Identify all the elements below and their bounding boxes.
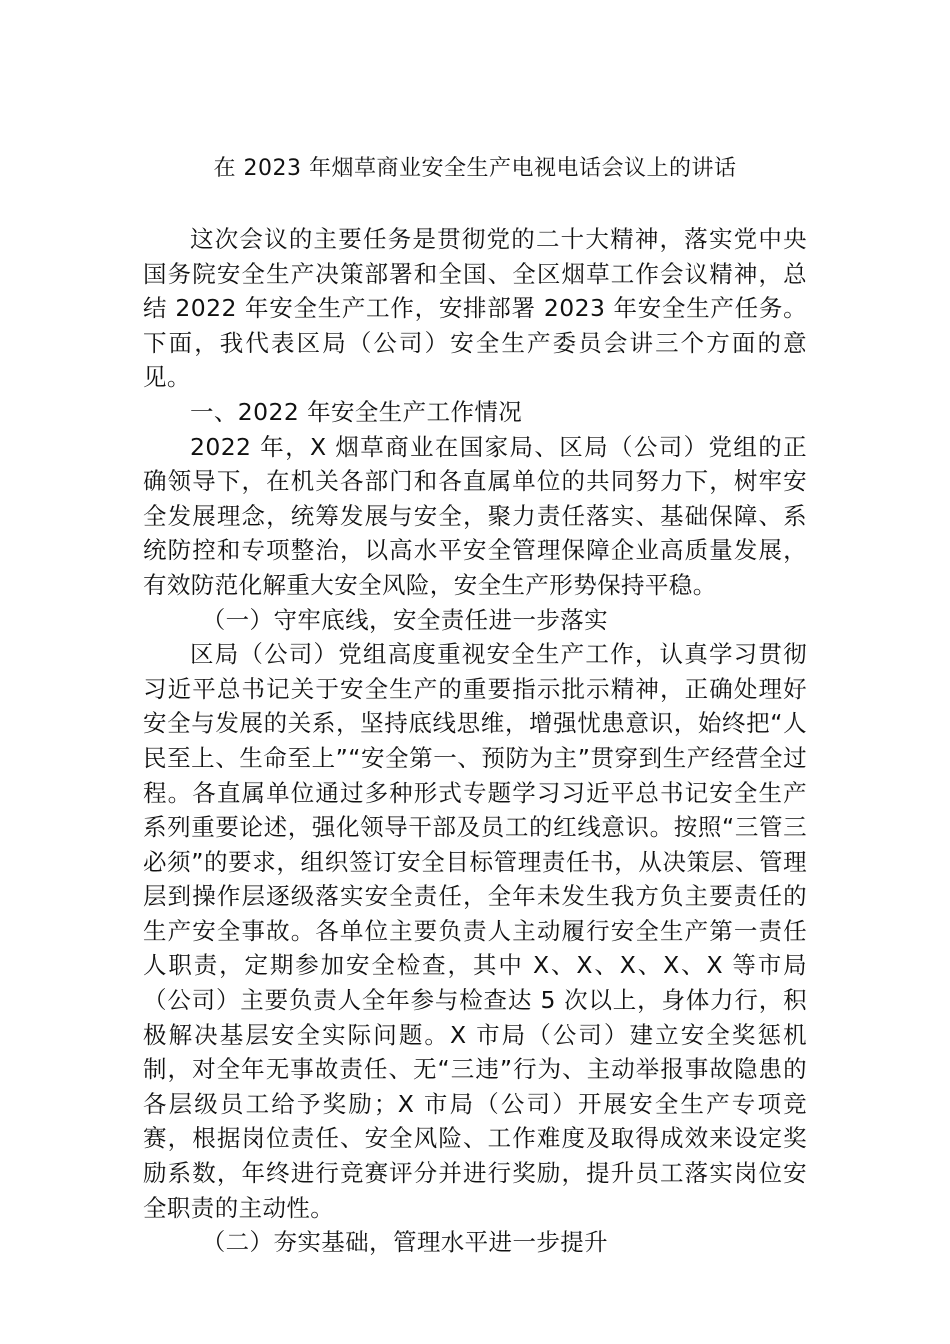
- intro-paragraph: 这次会议的主要任务是贯彻党的二十大精神，落实党中央国务院安全生产决策部署和全国、全区烟草工作会议精神，总结 2022 年安全生产工作，安排部署 2023 年安全生产任务。下面，我代表区局（公司）安全生产委员会讲三个方面的意见。: [143, 225, 807, 392]
- body-paragraph: 区局（公司）党组高度重视安全生产工作，认真学习贯彻习近平总书记关于安全生产的重要指示批示精神，正确处理好安全与发展的关系，坚持底线思维，增强忧患意识，始终把“人民至上、生命至上”“安全第一、预防为主”贯穿到生产经营全过程。各直属单位通过多种形式专题学习习近平总书记安全生产系列重要论述，强化领导干部及员工的红线意识。按照“三管三必须”的要求，组织签订安全目标管理责任书，从决策层、管理层到操作层逐级落实安全责任，全年未发生我方负主要责任的生产安全事故。各单位主要负责人主动履行安全生产第一责任人职责，定期参加安全检查，其中 X、X、X、X、X 等市局（公司）主要负责人全年参与检查达 5 次以上，身体力行，积极解决基层安全实际问题。X 市局（公司）建立安全奖惩机制，对全年无事故责任、无“三违”行为、主动举报事故隐患的各层级员工给予奖励；X 市局（公司）开展安全生产专项竞赛，根据岗位责任、安全风险、工作难度及取得成效来设定奖励系数，年终进行竞赛评分并进行奖励，提升员工落实岗位安全职责的主动性。: [143, 640, 807, 1222]
- subsection-heading: （一）守牢底线，安全责任进一步落实: [201, 605, 609, 634]
- subsection-heading: （二）夯实基础，管理水平进一步提升: [201, 1228, 609, 1257]
- body-paragraph: 2022 年，X 烟草商业在国家局、区局（公司）党组的正确领导下，在机关各部门和各直属单位的共同努力下，树牢安全发展理念，统筹发展与安全，聚力责任落实、基础保障、系统防控和专项整治，以高水平安全管理保障企业高质量发展，有效防范化解重大安全风险，安全生产形势保持平稳。: [143, 432, 807, 599]
- document-title: 在 2023 年烟草商业安全生产电视电话会议上的讲话: [213, 156, 737, 181]
- section-heading: 一、2022 年安全生产工作情况: [190, 397, 523, 426]
- document-body: [143, 222, 807, 1260]
